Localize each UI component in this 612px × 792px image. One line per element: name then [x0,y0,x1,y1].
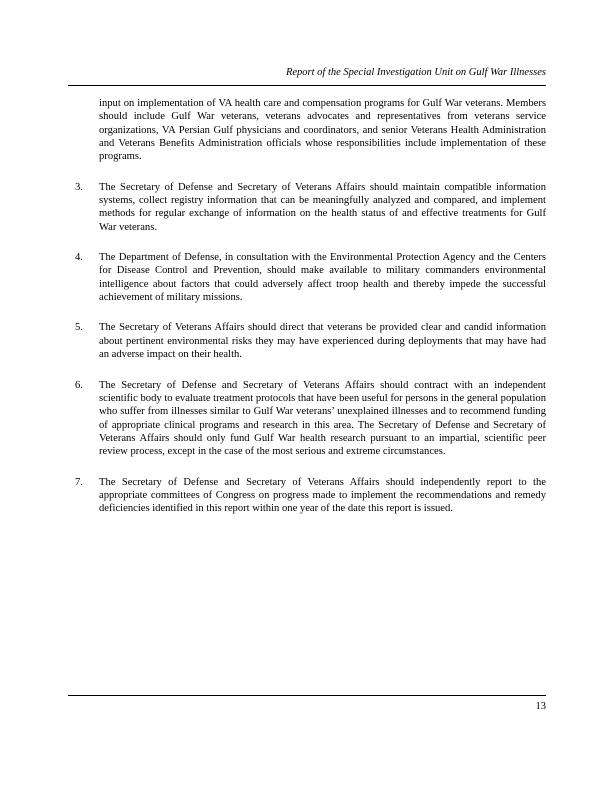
list-item-7 [68,476,546,516]
page-number: 13 [535,701,546,712]
header-divider [68,85,546,86]
list-item-number: 4. [75,252,83,264]
list-item-text: The Secretary of Defense and Secretary of Veterans Affairs should independently report to the appropriate committees of Congress on progress made to implement the recommendations and remedy deficiencies identified in this report within one year of the date this report is issued. [99,476,546,515]
list-item-5 [68,321,546,361]
list-item-4 [68,251,546,304]
page-body [68,97,546,533]
list-item-number: 6. [75,379,83,391]
list-item-number: 3. [75,181,83,193]
list-item-3 [68,181,546,234]
list-item-number: 5. [75,322,83,334]
page-header [68,66,546,86]
list-item-text: The Secretary of Defense and Secretary of Veterans Affairs should contract with an independent scientific body to evaluate treatment protocols that have been useful for persons in the general population who suffer from illnesses similar to Gulf War veterans’ unexplained illnesses and to recommend funding of appropriate clinical programs and research in this area. The Secretary of Defense and Secretary of Veterans Affairs should only fund Gulf War health research pursuant to an impartial, scientific peer review process, except in the case of the most serious and extreme circumstances. [99,379,546,458]
list-item-text: The Department of Defense, in consultation with the Environmental Protection Agency and the Centers for Disease Control and Prevention, should make available to military commanders environmental intelligence about factors that could adversely affect troop health and thereby impede the successful achievement of military missions. [99,252,546,304]
list-item-text: The Secretary of Veterans Affairs should direct that veterans be provided clear and candid information about pertinent environmental risks they may have experienced during deployments that may have had an adverse impact on their health. [99,322,546,361]
list-item-number: 7. [75,476,83,488]
page-footer [68,695,546,713]
list-item-text: The Secretary of Defense and Secretary of Veterans Affairs should maintain compatible information systems, collect registry information that can be meaningfully analyzed and compared, and implement methods for regular exchange of information on the health status of and effective treatments for Gulf War veterans. [99,181,546,233]
running-head-title: Report of the Special Investigation Unit on Gulf War Illnesses [285,67,546,78]
paragraph-continuation: input on implementation of VA health care and compensation programs for Gulf War veterans. Members should include Gulf War veterans, veterans advocates and representatives from veterans service organizations, VA Persian Gulf physicians and coordinators, and senior Veterans Health Administration and Veterans Benefits Administration officials whose responsibilities include implementation of these programs. [99,98,546,163]
list-item-6 [68,379,546,459]
